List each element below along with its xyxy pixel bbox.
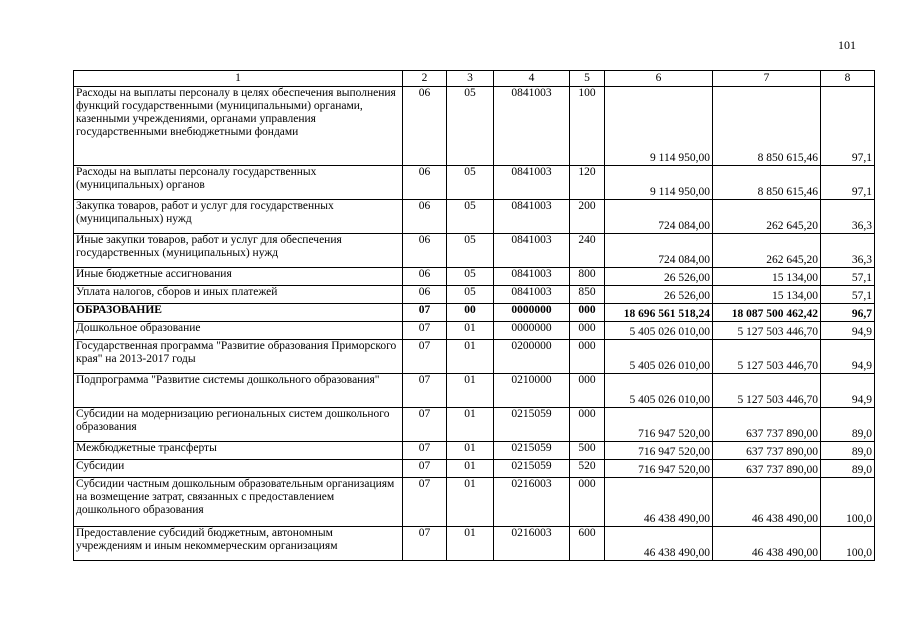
- section-code-cell: 07: [403, 460, 447, 478]
- subsection-code-cell: 01: [447, 460, 494, 478]
- row-name-cell: Предоставление субсидий бюджетным, автономным учреждениям и иным некоммерческим организациям: [74, 527, 403, 561]
- execution-percent-cell: 94,9: [821, 374, 875, 408]
- planned-amount-cell: 716 947 520,00: [605, 442, 713, 460]
- row-name-cell: Межбюджетные трансферты: [74, 442, 403, 460]
- planned-amount-cell: 5 405 026 010,00: [605, 374, 713, 408]
- subsection-code-cell: 01: [447, 442, 494, 460]
- table-row: [74, 286, 875, 304]
- planned-amount-cell: 724 084,00: [605, 200, 713, 234]
- executed-amount-cell: 15 134,00: [713, 268, 821, 286]
- execution-percent-cell: 89,0: [821, 442, 875, 460]
- section-code-cell: 06: [403, 87, 447, 166]
- row-name-cell: Закупка товаров, работ и услуг для государственных (муниципальных) нужд: [74, 200, 403, 234]
- subsection-code-cell: 05: [447, 166, 494, 200]
- planned-amount-cell: 26 526,00: [605, 286, 713, 304]
- expense-type-cell: 500: [570, 442, 605, 460]
- planned-amount-cell: 18 696 561 518,24: [605, 304, 713, 322]
- table-row: [74, 200, 875, 234]
- expense-type-cell: 800: [570, 268, 605, 286]
- planned-amount-cell: 26 526,00: [605, 268, 713, 286]
- planned-amount-cell: 46 438 490,00: [605, 527, 713, 561]
- expense-type-cell: 000: [570, 322, 605, 340]
- expense-type-cell: 000: [570, 340, 605, 374]
- planned-amount-cell: 5 405 026 010,00: [605, 340, 713, 374]
- section-code-cell: 07: [403, 374, 447, 408]
- section-code-cell: 07: [403, 340, 447, 374]
- executed-amount-cell: 5 127 503 446,70: [713, 322, 821, 340]
- column-header: 4: [494, 71, 570, 87]
- budget-table: [73, 70, 875, 561]
- planned-amount-cell: 9 114 950,00: [605, 87, 713, 166]
- section-code-cell: 06: [403, 200, 447, 234]
- section-code-cell: 06: [403, 286, 447, 304]
- section-code-cell: 06: [403, 268, 447, 286]
- row-name-cell: Уплата налогов, сборов и иных платежей: [74, 286, 403, 304]
- executed-amount-cell: 5 127 503 446,70: [713, 340, 821, 374]
- target-article-cell: 0000000: [494, 304, 570, 322]
- execution-percent-cell: 97,1: [821, 166, 875, 200]
- expense-type-cell: 120: [570, 166, 605, 200]
- planned-amount-cell: 9 114 950,00: [605, 166, 713, 200]
- expense-type-cell: 000: [570, 478, 605, 527]
- execution-percent-cell: 89,0: [821, 460, 875, 478]
- planned-amount-cell: 5 405 026 010,00: [605, 322, 713, 340]
- section-code-cell: 07: [403, 442, 447, 460]
- row-name-cell: Расходы на выплаты персоналу государственных (муниципальных) органов: [74, 166, 403, 200]
- executed-amount-cell: 46 438 490,00: [713, 527, 821, 561]
- subsection-code-cell: 01: [447, 340, 494, 374]
- table-row: [74, 87, 875, 166]
- target-article-cell: 0841003: [494, 286, 570, 304]
- execution-percent-cell: 57,1: [821, 286, 875, 304]
- expense-type-cell: 240: [570, 234, 605, 268]
- executed-amount-cell: 637 737 890,00: [713, 442, 821, 460]
- section-code-cell: 07: [403, 304, 447, 322]
- planned-amount-cell: 724 084,00: [605, 234, 713, 268]
- section-code-cell: 07: [403, 527, 447, 561]
- target-article-cell: 0841003: [494, 87, 570, 166]
- subsection-code-cell: 05: [447, 234, 494, 268]
- table-row: [74, 478, 875, 527]
- execution-percent-cell: 57,1: [821, 268, 875, 286]
- expense-type-cell: 850: [570, 286, 605, 304]
- executed-amount-cell: 637 737 890,00: [713, 408, 821, 442]
- subsection-code-cell: 01: [447, 322, 494, 340]
- row-name-cell: Субсидии частным дошкольным образовательным организациям на возмещение затрат, связанных с предоставлением дошкольного образования: [74, 478, 403, 527]
- row-name-cell: Иные закупки товаров, работ и услуг для обеспечения государственных (муниципальных) нужд: [74, 234, 403, 268]
- section-code-cell: 07: [403, 478, 447, 527]
- column-header: 3: [447, 71, 494, 87]
- expense-type-cell: 520: [570, 460, 605, 478]
- executed-amount-cell: 262 645,20: [713, 234, 821, 268]
- subsection-code-cell: 01: [447, 374, 494, 408]
- section-code-cell: 06: [403, 166, 447, 200]
- table-row: [74, 268, 875, 286]
- expense-type-cell: 600: [570, 527, 605, 561]
- target-article-cell: 0200000: [494, 340, 570, 374]
- execution-percent-cell: 89,0: [821, 408, 875, 442]
- expense-type-cell: 000: [570, 304, 605, 322]
- execution-percent-cell: 94,9: [821, 322, 875, 340]
- row-name-cell: ОБРАЗОВАНИЕ: [74, 304, 403, 322]
- section-code-cell: 07: [403, 408, 447, 442]
- execution-percent-cell: 96,7: [821, 304, 875, 322]
- table-row: [74, 234, 875, 268]
- executed-amount-cell: 262 645,20: [713, 200, 821, 234]
- row-name-cell: Субсидии: [74, 460, 403, 478]
- target-article-cell: 0000000: [494, 322, 570, 340]
- section-code-cell: 07: [403, 322, 447, 340]
- target-article-cell: 0216003: [494, 478, 570, 527]
- planned-amount-cell: 716 947 520,00: [605, 460, 713, 478]
- table-row: [74, 322, 875, 340]
- expense-type-cell: 000: [570, 374, 605, 408]
- page-number: 101: [838, 38, 856, 52]
- executed-amount-cell: 5 127 503 446,70: [713, 374, 821, 408]
- executed-amount-cell: 15 134,00: [713, 286, 821, 304]
- execution-percent-cell: 36,3: [821, 234, 875, 268]
- target-article-cell: 0841003: [494, 268, 570, 286]
- table-row: [74, 527, 875, 561]
- target-article-cell: 0841003: [494, 166, 570, 200]
- table-row: [74, 408, 875, 442]
- planned-amount-cell: 46 438 490,00: [605, 478, 713, 527]
- section-code-cell: 06: [403, 234, 447, 268]
- expense-type-cell: 000: [570, 408, 605, 442]
- executed-amount-cell: 8 850 615,46: [713, 166, 821, 200]
- executed-amount-cell: 46 438 490,00: [713, 478, 821, 527]
- subsection-code-cell: 05: [447, 268, 494, 286]
- subsection-code-cell: 01: [447, 408, 494, 442]
- planned-amount-cell: 716 947 520,00: [605, 408, 713, 442]
- column-header: 8: [821, 71, 875, 87]
- table-row: [74, 442, 875, 460]
- expense-type-cell: 100: [570, 87, 605, 166]
- target-article-cell: 0215059: [494, 408, 570, 442]
- target-article-cell: 0841003: [494, 200, 570, 234]
- execution-percent-cell: 94,9: [821, 340, 875, 374]
- row-name-cell: Дошкольное образование: [74, 322, 403, 340]
- column-header: 1: [74, 71, 403, 87]
- subsection-code-cell: 05: [447, 87, 494, 166]
- table-row: [74, 340, 875, 374]
- table-header-row: [74, 71, 875, 87]
- subsection-code-cell: 05: [447, 200, 494, 234]
- row-name-cell: Подпрограмма "Развитие системы дошкольного образования": [74, 374, 403, 408]
- subsection-code-cell: 05: [447, 286, 494, 304]
- target-article-cell: 0210000: [494, 374, 570, 408]
- row-name-cell: Расходы на выплаты персоналу в целях обеспечения выполнения функций государственными (муниципальными) органами, казенными учреждениями, органами управления государственными внебюджетными фондами: [74, 87, 403, 166]
- execution-percent-cell: 100,0: [821, 478, 875, 527]
- column-header: 5: [570, 71, 605, 87]
- subsection-code-cell: 01: [447, 527, 494, 561]
- execution-percent-cell: 100,0: [821, 527, 875, 561]
- target-article-cell: 0841003: [494, 234, 570, 268]
- subsection-code-cell: 01: [447, 478, 494, 527]
- row-name-cell: Государственная программа "Развитие образования Приморского края" на 2013-2017 годы: [74, 340, 403, 374]
- table-row: [74, 374, 875, 408]
- row-name-cell: Субсидии на модернизацию региональных систем дошкольного образования: [74, 408, 403, 442]
- expense-type-cell: 200: [570, 200, 605, 234]
- table-row: [74, 166, 875, 200]
- target-article-cell: 0216003: [494, 527, 570, 561]
- executed-amount-cell: 18 087 500 462,42: [713, 304, 821, 322]
- executed-amount-cell: 637 737 890,00: [713, 460, 821, 478]
- execution-percent-cell: 36,3: [821, 200, 875, 234]
- table-row: [74, 460, 875, 478]
- execution-percent-cell: 97,1: [821, 87, 875, 166]
- subsection-code-cell: 00: [447, 304, 494, 322]
- column-header: 2: [403, 71, 447, 87]
- column-header: 7: [713, 71, 821, 87]
- row-name-cell: Иные бюджетные ассигнования: [74, 268, 403, 286]
- executed-amount-cell: 8 850 615,46: [713, 87, 821, 166]
- target-article-cell: 0215059: [494, 460, 570, 478]
- table-row: [74, 304, 875, 322]
- target-article-cell: 0215059: [494, 442, 570, 460]
- column-header: 6: [605, 71, 713, 87]
